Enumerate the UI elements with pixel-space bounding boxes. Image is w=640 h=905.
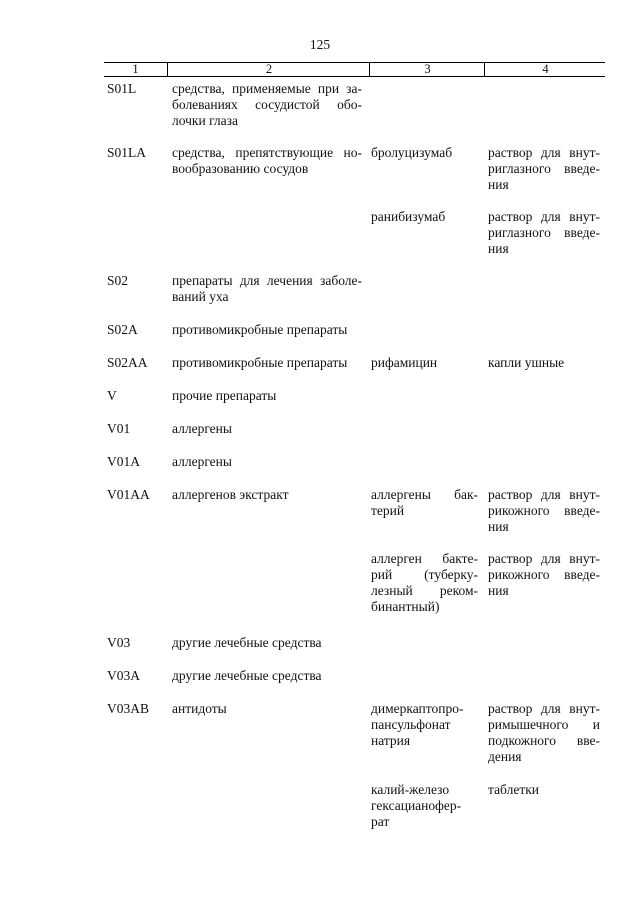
group-name-cell-line: средства, применяемые при за- <box>172 81 362 96</box>
group-name-cell <box>172 145 362 177</box>
atc-code-cell: V03A <box>107 668 140 683</box>
atc-code-cell: V03AB <box>107 701 150 716</box>
table-header <box>104 62 605 77</box>
drug-name-cell-line: калий-железо <box>371 782 450 797</box>
dosage-form-cell-line: раствор для внут- <box>488 701 600 716</box>
group-name-cell-line: другие лечебные средства <box>172 635 322 650</box>
group-name-cell-line: аллергены <box>172 454 232 469</box>
dosage-form-cell <box>488 145 600 193</box>
dosage-form-cell <box>488 355 600 371</box>
group-name-cell <box>172 421 362 437</box>
group-name-cell-line: вообразованию сосудов <box>172 161 309 176</box>
atc-code-cell: S02A <box>107 322 138 337</box>
dosage-form-cell-line: риглазного введе- <box>488 161 600 176</box>
drug-name-cell-line: лезный реком- <box>371 583 478 598</box>
drug-name-cell-line: димеркаптопро- <box>371 701 464 716</box>
group-name-cell-line: аллергенов экстракт <box>172 487 289 502</box>
dosage-form-cell-line: ния <box>488 583 509 598</box>
atc-code-cell: S02AA <box>107 355 148 370</box>
group-name-cell-line: другие лечебные средства <box>172 668 322 683</box>
group-name-cell <box>172 454 362 470</box>
atc-code-cell: S01LA <box>107 145 147 160</box>
dosage-form-cell <box>488 701 600 765</box>
dosage-form-cell-line: раствор для внут- <box>488 551 600 566</box>
dosage-form-cell-line: дения <box>488 749 522 764</box>
drug-name-cell <box>371 782 478 830</box>
drug-name-cell-line: аллергены бак- <box>371 487 478 502</box>
group-name-cell <box>172 701 362 717</box>
dosage-form-cell <box>488 782 600 798</box>
drug-name-cell-line: бинантный) <box>371 599 440 614</box>
group-name-cell-line: ваний уха <box>172 289 229 304</box>
drug-name-cell <box>371 145 478 161</box>
dosage-form-cell-line: ния <box>488 241 509 256</box>
drug-name-cell-line: терий <box>371 503 405 518</box>
group-name-cell-line: препараты для лечения заболе- <box>172 273 362 288</box>
drug-name-cell <box>371 701 478 749</box>
atc-code-cell: V03 <box>107 635 131 650</box>
group-name-cell <box>172 487 362 503</box>
drug-name-cell-line: рифамицин <box>371 355 438 370</box>
group-name-cell-line: противомикробные препараты <box>172 355 348 370</box>
atc-code-cell: V01AA <box>107 487 150 502</box>
group-name-cell-line: средства, препятствующие но- <box>172 145 362 160</box>
group-name-cell <box>172 388 362 404</box>
atc-code-cell: V01 <box>107 421 131 436</box>
group-name-cell-line: болеваниях сосудистой обо- <box>172 97 362 112</box>
dosage-form-cell-line: раствор для внут- <box>488 487 600 502</box>
atc-code-cell: S02 <box>107 273 129 288</box>
drug-name-cell-line: ранибизумаб <box>371 209 446 224</box>
drug-name-cell <box>371 209 478 225</box>
drug-name-cell-line: аллерген бакте- <box>371 551 478 566</box>
group-name-cell <box>172 635 362 651</box>
atc-code-cell: S01L <box>107 81 137 96</box>
drug-name-cell-line: рий (туберку- <box>371 567 478 582</box>
dosage-form-cell-line: ния <box>488 519 509 534</box>
group-name-cell <box>172 273 362 305</box>
dosage-form-cell <box>488 487 600 535</box>
dosage-form-cell-line: подкожного вве- <box>488 733 600 748</box>
header-cell: 2 <box>167 63 370 76</box>
header-cell: 3 <box>369 63 485 76</box>
drug-name-cell-line: пансульфонат <box>371 717 451 732</box>
dosage-form-cell-line: капли ушные <box>488 355 565 370</box>
group-name-cell-line: прочие препараты <box>172 388 277 403</box>
group-name-cell <box>172 355 362 371</box>
dosage-form-cell-line: римышечного и <box>488 717 600 732</box>
group-name-cell-line: лочки глаза <box>172 113 238 128</box>
dosage-form-cell-line: таблетки <box>488 782 540 797</box>
drug-name-cell-line: бролуцизумаб <box>371 145 453 160</box>
atc-code-cell: V01A <box>107 454 140 469</box>
drug-name-cell <box>371 487 478 519</box>
drug-name-cell-line: натрия <box>371 733 411 748</box>
group-name-cell-line: аллергены <box>172 421 232 436</box>
drug-name-cell <box>371 551 478 615</box>
dosage-form-cell-line: рикожного введе- <box>488 567 600 582</box>
dosage-form-cell-line: раствор для внут- <box>488 209 600 224</box>
group-name-cell-line: антидоты <box>172 701 227 716</box>
header-cell: 4 <box>484 63 606 76</box>
dosage-form-cell-line: рикожного введе- <box>488 503 600 518</box>
atc-code-cell: V <box>107 388 117 403</box>
dosage-form-cell-line: раствор для внут- <box>488 145 600 160</box>
dosage-form-cell <box>488 209 600 257</box>
drug-name-cell-line: гексацианофер- <box>371 798 462 813</box>
drug-name-cell <box>371 355 478 371</box>
dosage-form-cell <box>488 551 600 599</box>
dosage-form-cell-line: ния <box>488 177 509 192</box>
group-name-cell-line: противомикробные препараты <box>172 322 348 337</box>
drug-name-cell-line: рат <box>371 814 390 829</box>
group-name-cell <box>172 81 362 129</box>
page-number: 125 <box>309 37 331 52</box>
group-name-cell <box>172 668 362 684</box>
header-cell: 1 <box>132 62 139 76</box>
dosage-form-cell-line: риглазного введе- <box>488 225 600 240</box>
group-name-cell <box>172 322 362 338</box>
